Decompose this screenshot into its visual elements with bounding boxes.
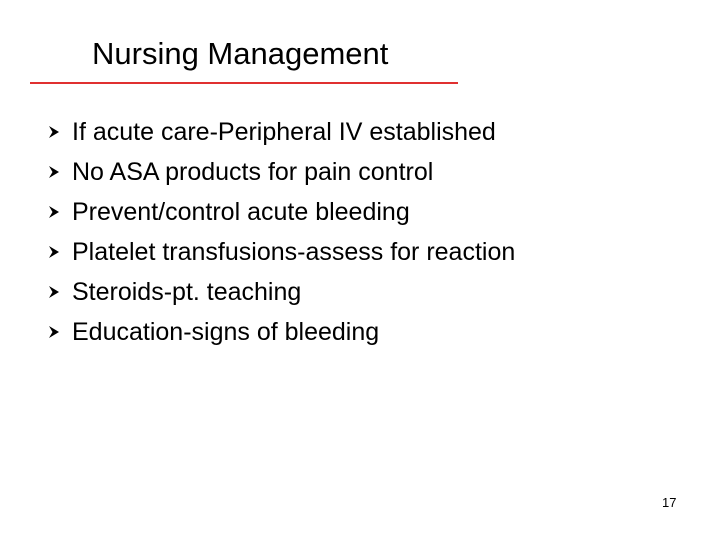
title-underline (30, 82, 458, 84)
bullet-list (48, 112, 515, 352)
arrowhead-bullet-icon (48, 205, 72, 219)
arrowhead-bullet-icon (48, 285, 72, 299)
bullet-text: Steroids-pt. teaching (72, 278, 302, 306)
arrowhead-bullet-icon (48, 245, 72, 259)
arrowhead-bullet-icon (48, 165, 72, 179)
bullet-text: Platelet transfusions-assess for reaction (72, 238, 516, 266)
bullet-text: Prevent/control acute bleeding (72, 198, 410, 226)
bullet-item (48, 272, 515, 312)
bullet-item (48, 192, 515, 232)
bullet-item (48, 112, 515, 152)
bullet-text: If acute care-Peripheral IV established (72, 118, 496, 146)
page-number: 17 (662, 495, 677, 510)
bullet-item (48, 312, 515, 352)
bullet-item (48, 232, 515, 272)
bullet-text: Education-signs of bleeding (72, 318, 380, 346)
arrowhead-bullet-icon (48, 125, 72, 139)
slide-title: Nursing Management (92, 36, 389, 71)
bullet-item (48, 152, 515, 192)
bullet-text: No ASA products for pain control (72, 158, 434, 186)
arrowhead-bullet-icon (48, 325, 72, 339)
